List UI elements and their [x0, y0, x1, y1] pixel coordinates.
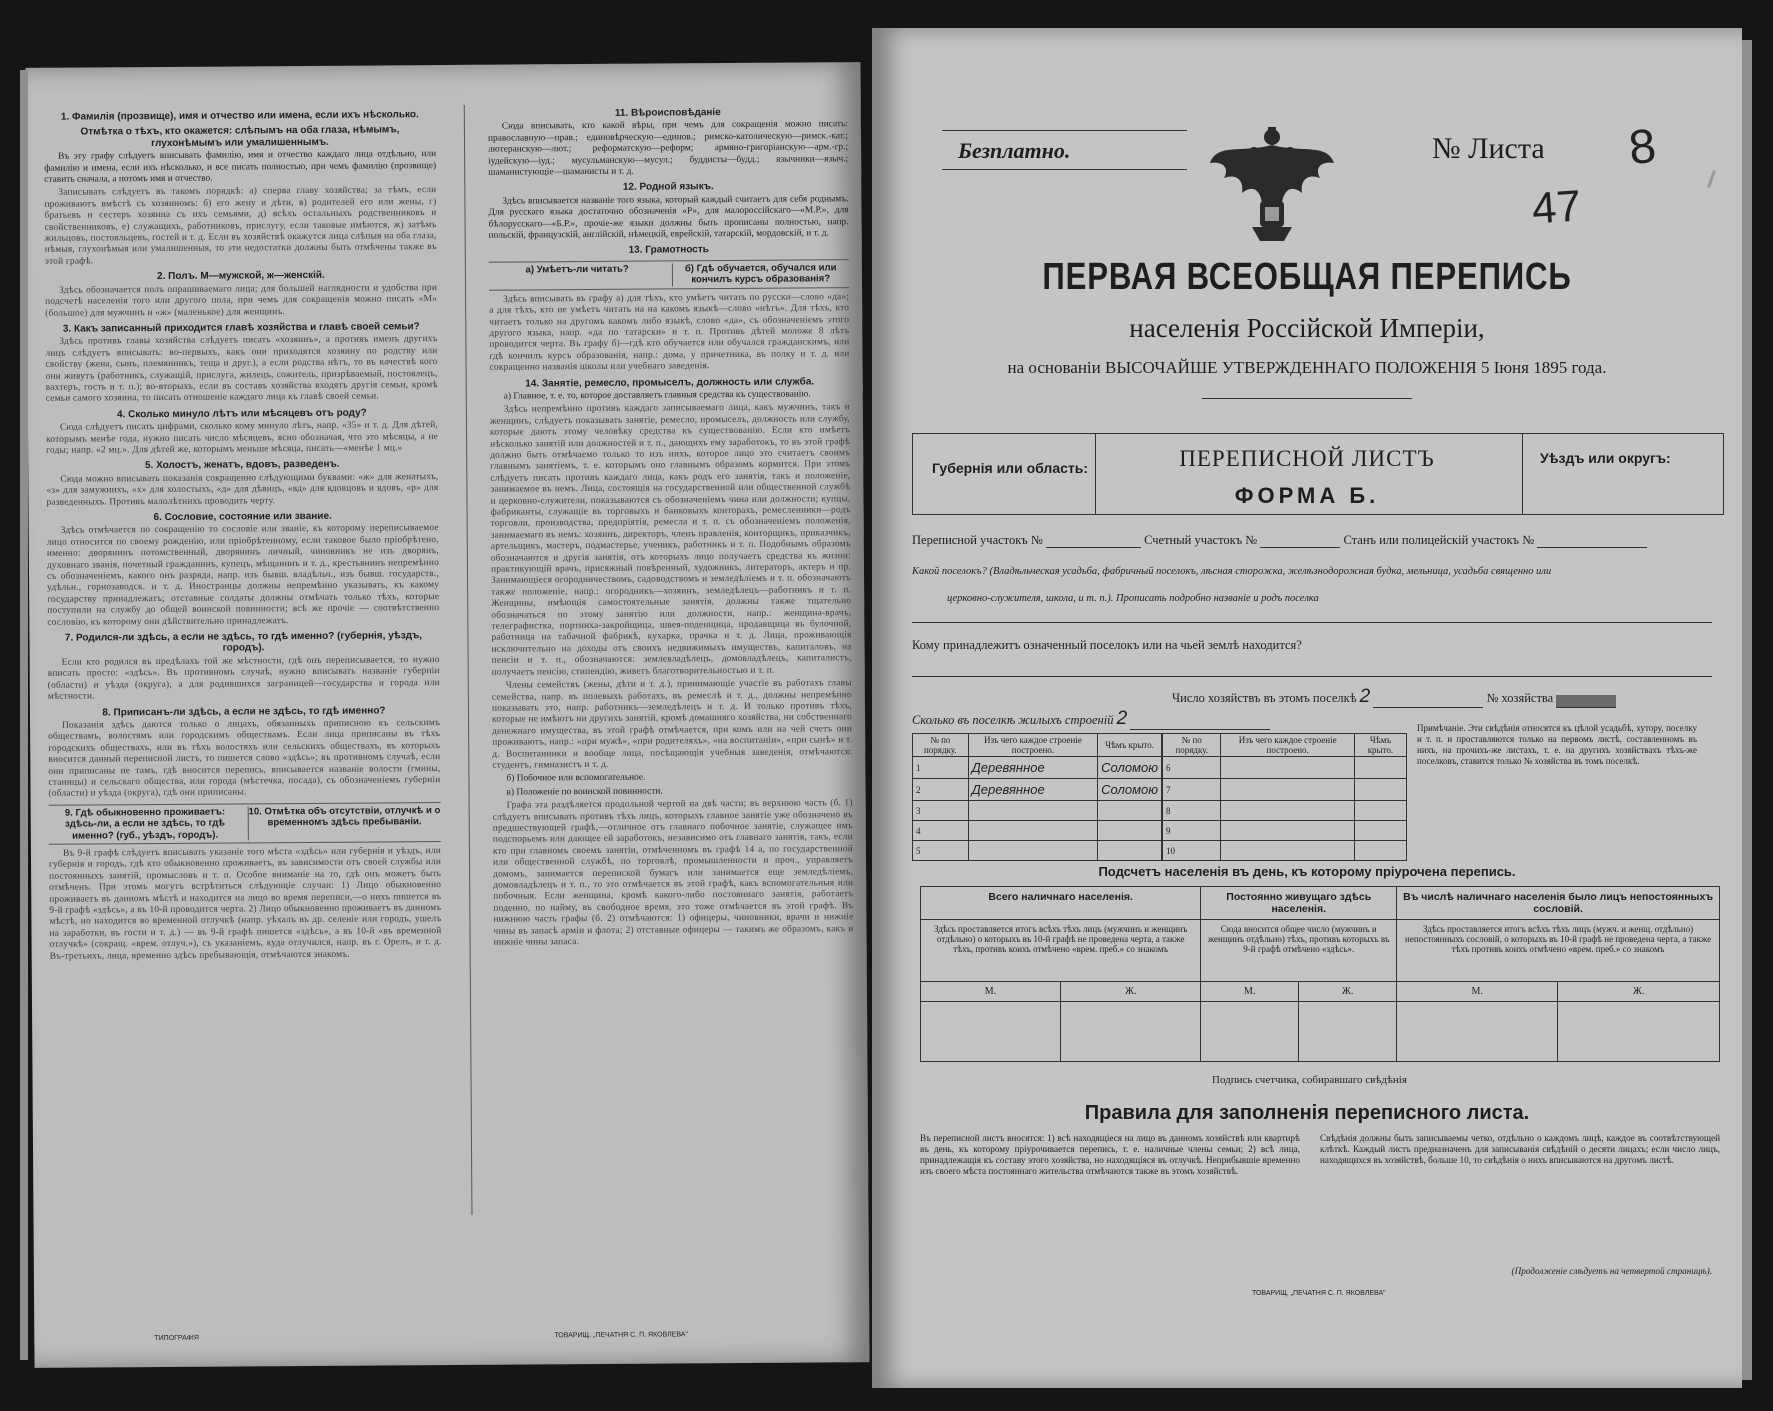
- male-label: М.: [1201, 982, 1299, 1002]
- buildings-table-left: [912, 733, 1162, 861]
- col-head: Изъ чего каждое строеніе построено.: [968, 734, 1098, 757]
- form-line-2: Какой поселокъ? (Владѣльческая усадьба, фабричный поселокъ, лѣсная сторожка, желѣзнодорожная будка, мельница, усадьба священно или: [912, 566, 1552, 577]
- roof: [1098, 801, 1162, 821]
- paragraph: а) Главное, т. е. то, которое доставляетъ главныя средства къ существованію.: [503, 389, 811, 402]
- sheet-number-value: 8: [1626, 119, 1659, 176]
- roof: Соломою: [1098, 779, 1162, 801]
- rule: [912, 622, 1712, 623]
- blank-field: [1373, 707, 1483, 708]
- female-label: Ж.: [1558, 982, 1720, 1002]
- households-label: Число хозяйствъ въ этомъ поселкѣ: [1172, 691, 1357, 705]
- heading-13a: а) Умѣетъ-ли читать?: [525, 263, 629, 276]
- section-heading: 11. Вѣроисповѣданіе: [614, 107, 721, 119]
- province-label: Губернія или область:: [932, 460, 1089, 476]
- form-line-4: Кому принадлежитъ означенный поселокъ или на чьей землѣ находится?: [912, 638, 1302, 652]
- page-edges: [20, 70, 28, 1360]
- paragraph: в) Положеніе по воинской повинности.: [506, 786, 663, 798]
- divider: [1202, 398, 1412, 399]
- count-cell: [1060, 1002, 1200, 1062]
- roof: [1098, 821, 1162, 841]
- count-cell: [1397, 1002, 1558, 1062]
- row-num: 7: [1163, 779, 1221, 801]
- buildings-value: 2: [1116, 708, 1128, 729]
- form-line-1: [912, 533, 1647, 548]
- male-label: М.: [921, 982, 1061, 1002]
- col-head: № по порядку.: [1163, 734, 1221, 757]
- filler-text: Если кто родился въ предѣлахъ той же мѣстности, гдѣ онъ переписывается, то нужно вписать просто: «здѣсь». Въ противномъ случаѣ, нужно вписывать названіе губерніи (области) и уѣзда (округа), а для родившихся заграницей—государства и города или мѣстности.: [47, 654, 440, 702]
- population-count-table: [920, 886, 1720, 1062]
- pop-desc-permanent: Сюда вносится общее число (мужчинъ и женщинъ отдѣльно) тѣхъ, противъ которыхъ въ 9-й графѣ отмѣчено «здѣсь».: [1201, 920, 1397, 982]
- rules-right: Свѣдѣнія должны быть записываемы четко, отдѣльно о каждомъ лицѣ, каждое въ соотвѣтствующей клѣткѣ. Каждый листъ предназначенъ для записыванія свѣдѣній о десяти лицахъ; если число лицъ, находящихся въ хозяйствѣ, больше 10, то свѣдѣнія о нихъ вписываются на другомъ листѣ.: [1320, 1133, 1720, 1165]
- material: [968, 801, 1098, 821]
- handwritten-number: 47: [1530, 181, 1583, 234]
- form-line-6: [912, 708, 1270, 730]
- left-column-b: [488, 102, 854, 951]
- pop-head-total: Всего наличнаго населенія.: [921, 887, 1201, 920]
- col-head: № по порядку.: [913, 734, 969, 757]
- male-label: М.: [1397, 982, 1558, 1002]
- roof: [1098, 841, 1162, 861]
- page-edges: [1742, 40, 1752, 1380]
- row-num: 9: [1163, 821, 1221, 841]
- sheet-number-label: № Листа: [1432, 132, 1545, 165]
- section-heading: 1. Фамилія (прозвище), имя и отчество или имена, если ихъ нѣсколько.: [60, 109, 419, 123]
- pop-head-permanent: Постоянно живущаго здѣсь населенія.: [1201, 887, 1397, 920]
- rules-left: Въ переписной листъ вносятся: 1) всѣ находящіеся на лицо въ данномъ хозяйствѣ или квартирѣ въ день, къ которому пріурочивается перепись, т. е. наличные члены семьи; 2) всѣ лица, принадлежащія къ составу этого хозяйства, но находящіяся въ отлучкѣ. Неприбывшіе временно изъ своего мѣста постояннаго жительства отмѣчаются также въ этомъ хозяйствѣ.: [920, 1133, 1300, 1176]
- census-title: ПЕРВАЯ ВСЕОБЩАЯ ПЕРЕПИСЬ: [1042, 256, 1572, 298]
- form-line-3: церковно-служителя, школа, и т. п.). Прописать подробно названіе и родъ поселка: [947, 593, 1319, 604]
- filler-text: Здѣсь отмѣчается по сокращенію то сословіе или званіе, къ которому переписываемое лицо относится по своему рожденію, или пріобрѣтенному, если таковое было пріобрѣтено, именно: дворянинъ потомственный, дворянинъ личный, чиновникъ не изъ дворянъ, духовнаго званія, почетный гражданинъ, купецъ, мѣщанинъ и т. д., крестьянинъ непремѣнно съ обозначеніемъ, какого онъ разряда, напр. изъ бывш. владѣльч., изъ бывш. государств., удѣльн., горнозаводск. и т. д. Иностранцы должны непремѣнно указывать, къ какому государству принадлежатъ; отставные солдаты должны отмѣчать только тѣхъ, которые поступили на службу до общей воинской повинности; всѣ же прочіе — соотвѣтственно сословію, къ которому они дѣйствительно принадлежатъ.: [46, 523, 440, 628]
- filler-text: Здѣсь обозначается полъ опрашиваемаго лица; для большей наглядности и удобства при подсчетѣ населенія того или другого пола, при чемъ для сокращенія можно писать «М» (большое) для мужчинъ и «ж» (маленькое) для женщинъ.: [45, 282, 438, 319]
- roof: Соломою: [1098, 757, 1162, 779]
- paragraph: Въ эту графу слѣдуетъ вписывать фамилію, имя и отчество каждаго лица отдѣльно, или фамилію и имена, если ихъ нѣсколько, и все писать полностью, при чемъ фамилію (прозвище) ставить сначала, а потомъ имя и отчество.: [44, 149, 437, 185]
- heading-10: 10. Отмѣтка объ отсутствіи, отлучкѣ и о временномъ здѣсь пребываніи.: [247, 805, 441, 841]
- heading-13b: б) Гдѣ обучается, обучался или кончилъ курсъ образованія?: [671, 262, 849, 286]
- filler-text: Здѣсь вписывать въ графу а) для тѣхъ, кто умѣетъ читать по русски—слово «да»; а для тѣхъ, кто не умѣетъ читать на на какомъ языкѣ—слово «нѣтъ». Для тѣхъ, кто читаетъ только на другомъ какомъ либо языкѣ, слово «да», съ обозначеніемъ этого другого языка, напр. «да по татарски» и т. п. Противъ дѣтей моложе 8 лѣтъ проводится черта. Въ графу б)—гдѣ кто обучается или обучался гражданскимъ, или гдѣ кончилъ курсъ образованія, напр.: дома, у причетника, въ полку и т. д. или сокращенно названія школы или учебнаго заведенія.: [489, 291, 850, 373]
- filler-text: Въ 9-й графѣ слѣдуетъ вписывать указаніе того мѣста «здѣсь» или губернія и уѣздъ, или губернія и городъ, гдѣ кто обыкновенно проживаетъ, въ зависимости отъ своей службы или постоянныхъ занятій, промысловъ и т. п. Особое вниманіе на то, гдѣ онъ можетъ быть отмѣченъ. При этомъ могутъ встрѣтиться слѣдующіе случаи: 1) Лицо обыкновенно проживаетъ въ данномъ мѣстѣ и находится на лицо во время переписи,—о нихъ пишется въ 9-й графѣ «здѣсь», а въ 10-й проводится черта. 2) Лицо обыкновенно проживаетъ въ данномъ мѣстѣ, но находится во временной отлучкѣ (напр. уѣхалъ въ др. селеніе или городъ, ушелъ на заработки, въ гости и т. д.) — въ 9-й графѣ пишется «здѣсь», а въ 10-й «въ временной отлучкѣ» (сокращ. «врем. отлуч.»), съ указаніемъ, куда отлучился, напр. въ г. Орелъ, и т. д. Въ-третьихъ, лица, временно здѣсь пребывающія, отмѣчаются знакомъ.: [49, 846, 442, 962]
- filler-text: Сюда слѣдуетъ писать цифрами, сколько кому минуло лѣтъ, напр. «35» и т. д. Для дѣтей, которымъ менѣе года, нужно писать число мѣсяцевъ, ясно обозначая, что это мѣсяцы, а не годы; напр. «2 мц.». Для дѣтей же, которымъ меньше мѣсяца, писать—«менѣе 1 мц.»: [46, 420, 439, 456]
- population-count-title: Подсчетъ населенія въ день, къ которому пріурочена перепись.: [1098, 864, 1516, 879]
- section-heading: 2. Полъ. М—мужской, ж—женскій.: [157, 270, 325, 283]
- enumeration-area-label: Переписной участокъ №: [912, 533, 1043, 547]
- pop-head-nonpermanent: Въ числѣ наличнаго населенія было лицъ непостоянныхъ сословій.: [1397, 887, 1720, 920]
- row-num: 2: [913, 779, 969, 801]
- filler-text: Здѣсь противъ главы хозяйства слѣдуетъ писать «хозяинъ», а противъ именъ другихъ лицъ слѣдуетъ вписывать: во-первыхъ, какъ они приходятся хозяину по родству или свойству (жена, сынъ, племянникъ, теща и друг.), а если родства нѣтъ, то въ качествѣ кого они живутъ (работникъ, служащій, прислуга, жилецъ, сожитель, призрѣваемый, постоялецъ, вахтеръ, гость и т. п.); во-вторыхъ, если въ составъ хозяйства входятъ другія семьи, кромѣ семьи самого хозяина, то писать отношеніе каждаго лица къ главѣ своей семьи.: [45, 334, 438, 405]
- section-heading: 7. Родился-ли здѣсь, а если не здѣсь, то гдѣ именно? (губернія, уѣздъ, городъ).: [64, 630, 423, 655]
- section-heading: 14. Занятіе, ремесло, промыселъ, должность или служба.: [525, 375, 815, 389]
- count-cell: [1299, 1002, 1397, 1062]
- row-num: 5: [913, 841, 969, 861]
- household-number-label: № хозяйства: [1486, 691, 1554, 705]
- footer-right: ТОВАРИЩ. „ПЕЧАТНЯ С. П. ЯКОВЛЕВА": [554, 1331, 688, 1340]
- blank-field: [1046, 547, 1141, 548]
- note-box: Примѣчаніе. Эти свѣдѣнія относятся къ цѣлой усадьбѣ, хутору, поселку и т. п. и проставляются только на первомъ листѣ, составленномъ въ нихъ, на прочихъ-же листахъ, т. е. на другихъ хозяйствахъ тѣхъ-же поселковъ, ставится только № хозяйства въ томъ поселкѣ.: [1417, 723, 1697, 766]
- col-head: Чѣмъ крыто.: [1098, 734, 1162, 757]
- double-headed-eagle-emblem: [1202, 123, 1342, 243]
- district-label: Уѣздъ или округъ:: [1540, 450, 1671, 466]
- paragraph: Сюда вписывать, кто какой вѣры, при чемъ для сокращенія можно писать: православную—прав.; единовѣрческую—единов.; римско-католическую—римск.-кат.; лютеранскую—лют.; реформатскую—реформ; армяно-григоріанскую—арм.-гр.; іудейскую—іуд.; мусульманскую—мусул.; буддисты—будд.; язычники—языч.; шаманистующіе—шаманисты и т. д.: [487, 119, 849, 178]
- census-basis: на основаніи ВЫСОЧАЙШЕ УТВЕРЖДЕННАГО ПОЛОЖЕНІЯ 5 Іюня 1895 года.: [1007, 358, 1607, 377]
- blank-field: [1537, 547, 1647, 548]
- filler-text: Сюда можно вписывать показанія сокращенно слѣдующими буквами: «ж» для женатыхъ, «з» для замужнихъ, «х» для холостыхъ, «д» для дѣвицъ, «вд» для вдовцовъ и вдовъ, «р» для разведенныхъ. Противъ малолѣтнихъ проводить черту.: [46, 471, 439, 508]
- rules-continued: (Продолженіе слѣдуетъ на четвертой страницѣ).: [1511, 1266, 1712, 1276]
- pop-desc-nonpermanent: Здѣсь проставляется итогъ всѣхъ тѣхъ лицъ (мужч. и женщ. отдѣльно) непостоянныхъ сословій, о которыхъ въ 10-й графѣ не проведена черта, а также тѣхъ противъ коихъ отмѣчено «врем. преб.» со знакомъ: [1397, 920, 1720, 982]
- heading-9: 9. Гдѣ обыкновенно проживаетъ: здѣсь-ли, а если не здѣсь, то гдѣ именно? (губ., уѣздъ, городъ).: [64, 806, 226, 842]
- left-column-a: [44, 105, 442, 965]
- counting-area-label: Счетный участокъ №: [1144, 533, 1258, 547]
- section-note: Отмѣтка о тѣхъ, кто окажется: слѣпымъ на оба глаза, нѣмымъ, глухонѣмымъ или умалишеннымъ.: [80, 124, 400, 149]
- filler-text: Члены семействъ (жены, дѣти и т. д.), принимающіе участіе въ работахъ главы семейства, напр. въ полевыхъ работахъ, въ ремеслѣ и т. д., должны непремѣнно показывать это, напр. работникъ—земледѣлецъ и т. д. И только противъ тѣхъ, которые не имѣютъ ни другихъ занятій, кромѣ домашняго хозяйства, ни собственнаго денежнаго имущества, въ этой графѣ отмѣчается, при комъ или на чей счетъ они проживаютъ, напр.: «при мужѣ», «при родителяхъ», «на воспитаніи», «при сынѣ» и т. д. Воспитанники и вообще лица, посѣщающія учебныя заведенія, отмѣчаются: студентъ, гимназистъ и т. д.: [491, 678, 853, 771]
- pop-desc-total: Здѣсь проставляется итогъ всѣхъ тѣхъ лицъ (мужчинъ и женщинъ отдѣльно) о которыхъ въ 10-й графѣ не проведена черта, а также тѣхъ, противъ коихъ отмѣчено «врем. преб.» со знакомъ: [921, 920, 1201, 982]
- split-heading-9-10: [49, 802, 441, 845]
- rule: [912, 676, 1712, 677]
- section-heading: 5. Холостъ, женатъ, вдовъ, разведенъ.: [144, 459, 340, 472]
- split-heading-literacy: [489, 259, 849, 290]
- buildings-label: Сколько въ поселкѣ жилыхъ строеній: [912, 713, 1114, 727]
- material: [968, 841, 1098, 861]
- section-heading: 6. Сословие, состояние или звание.: [153, 510, 332, 524]
- filler-text: Записывать слѣдуетъ въ такомъ порядкѣ: а) сперва главу хозяйства; за тѣмъ, если проживаютъ вмѣстѣ съ хозяиномъ: б) его жену и дѣти, в) родителей его или жены, г) братьевъ и сестеръ хозяина съ ихъ семьями, д) всѣхъ остальныхъ родственниковъ и свойственниковъ, е) служащихъ, работниковъ, прислугу, если таковые имѣются, ж) затѣмъ жильцовъ, постояльцевъ, гостей и т. д. Если въ хозяйствѣ окажутся лица слѣпыя на оба глаза, нѣмыя, глухонѣмыя или умалишенныя, то эти недостатки должны быть отмѣчены также въ этой графѣ.: [44, 185, 437, 267]
- households-value: 2: [1359, 686, 1371, 707]
- filler-text: Показанія здѣсь даются только о лицахъ, обязанныхъ приписною къ сельскимъ обществамъ, волостямъ или городскимъ обществамъ. Если лица приписаны въ тѣхъ городскихъ обществахъ, или въ тѣхъ волостяхъ или сельскихъ обществахъ, въ которыхъ вносится данный переписной листъ, то пишется слово «здѣсь»; въ противномъ случаѣ, если они приписаны не тамъ, гдѣ вносится перепись, вписывается названіе волости (гмины, станицы) и сельскаго общества, или города (мѣстечка, посада), съ обозначеніемъ губерніи (области) и уѣзда (округа), гдѣ они приписаны.: [48, 717, 441, 800]
- column-divider: [464, 105, 473, 1215]
- material: Деревянное: [968, 779, 1098, 801]
- female-label: Ж.: [1060, 982, 1200, 1002]
- col-head: Чѣмъ крыто.: [1354, 734, 1406, 757]
- row-num: 10: [1163, 841, 1221, 861]
- buildings-table-right: [1162, 733, 1407, 861]
- blank-field: [1260, 547, 1340, 548]
- household-number-value: [1556, 695, 1616, 708]
- row-num: 8: [1163, 801, 1221, 821]
- material: Деревянное: [968, 757, 1098, 779]
- form-subtitle: ФОРМА Б.: [1234, 483, 1380, 508]
- count-cell: [1558, 1002, 1720, 1062]
- section-heading: 13. Грамотность: [628, 244, 709, 257]
- rules-title: Правила для заполненія переписного листа.: [1084, 1102, 1530, 1124]
- blank-field: [1130, 729, 1270, 730]
- section-heading: 8. Приписанъ-ли здѣсь, а если не здѣсь, то гдѣ именно?: [102, 704, 386, 718]
- paragraph: б) Побочное или вспомогательное.: [506, 772, 646, 784]
- section-heading: 3. Какъ записанный приходится главѣ хозяйства и главѣ своей семьи?: [62, 321, 420, 335]
- section-heading: 4. Сколько минуло лѣтъ или мѣсяцевъ отъ роду?: [116, 407, 367, 421]
- enumerator-signature-label: Подпись счетчика, собиравшаго свѣдѣнія: [1212, 1074, 1407, 1086]
- section-heading: 12. Родной языкъ.: [622, 181, 714, 194]
- census-subtitle: населенія Россійской Имперіи,: [1129, 313, 1485, 343]
- filler-text: Графа эта раздѣляется продольной чертой на двѣ части; въ верхнюю часть (б. 1) слѣдуетъ вписывать противъ тѣхъ лицъ, которыхъ главное занятіе уже обозначено въ предшествующей графѣ,—отличное отъ главнаго побочное занятіе, служащее имъ подспорьемъ или дающее ей заработокъ, независимо отъ главнаго занятія, такъ, если кто при главномъ своемъ занятіи, отмѣченномъ въ графѣ 14 а, по государственной или общественной службѣ, по торговлѣ, промышленности и проч., управляетъ домомъ, занимается перепиской бумагъ или занимается еще земледѣліемъ, домовладѣлецъ и т. п., то это отмѣчается въ этой графѣ, какъ вспомогательныя или побочныя. Если женщина, кромѣ какого-либо постояннаго занятія, работаетъ поденно, по найму, въ свободное время, это тоже отмѣчается въ этой графѣ. Въ нижнюю часть графы (б. 2) отмѣчаются: 1) офицеры, чиновники, врачи и нижніе чины въ запасѣ арміи и флота; 2) отставные офицеры — такимъ же образомъ, какъ и нижніе чины запаса.: [492, 798, 854, 948]
- free-label: Безплатно.: [958, 138, 1071, 163]
- row-num: 6: [1163, 757, 1221, 779]
- left-page: [25, 62, 869, 1368]
- footer-left: ТИПОГРАФІЯ: [154, 1334, 199, 1343]
- col-head: Изъ чего каждое строеніе построено.: [1221, 734, 1354, 757]
- right-page: [872, 28, 1742, 1388]
- row-num: 4: [913, 821, 969, 841]
- paragraph: Здѣсь вписывается названіе того языка, который каждый считаетъ для себя роднымъ. Для русскаго языка достаточно обозначенія «Р», для малороссійскаго—«М.Р.», для бѣлорусскаго—«Б.Р.», прочіе-же языки должны быть прописаны полностью, напр. польскій, французскій, англійскій, нѣмецкій, еврейскій, татарскій, мордовскій, и т. д.: [488, 194, 849, 241]
- count-cell: [1201, 1002, 1299, 1062]
- print-note: ТОВАРИЩ. „ПЕЧАТНЯ С. П. ЯКОВЛЕВА": [1252, 1290, 1386, 1297]
- form-title: ПЕРЕПИСНОЙ ЛИСТЪ: [1179, 446, 1435, 471]
- district-box: [1522, 433, 1724, 515]
- row-num: 3: [913, 801, 969, 821]
- police-district-label: Станъ или полицейскій участокъ №: [1343, 533, 1535, 547]
- material: [968, 821, 1098, 841]
- female-label: Ж.: [1299, 982, 1397, 1002]
- count-cell: [921, 1002, 1061, 1062]
- row-num: 1: [913, 757, 969, 779]
- form-line-5: [1172, 686, 1616, 708]
- filler-text: Здѣсь непремѣнно противъ каждаго записываемаго лица, какъ мужчинъ, такъ и женщинъ, слѣдуетъ показывать занятіе, ремесло, промыселъ, должность или службу, которые даютъ этому человѣку средства къ существованію. Если кто имѣетъ нѣсколько занятій или должностей и т. п., дающихъ ему заработокъ, то въ этой графѣ должно быть отмѣчаемо только то изъ нихъ, которое лицо это считаетъ своимъ главнымъ занятіемъ, т. е. которымъ оно главнымъ образомъ кормится. При этомъ слѣдуетъ писать противъ каждаго лица, какъ родъ его занятія, такъ и положеніе, занимаемое въ немъ. Лица, состоящія на государственной или общественной службѣ и церковно-служители, показываются съ обозначеніемъ чина или должности; купцы, фабриканты, служащіе въ торговыхъ и банковыхъ конторахъ, ремесленники—родъ торговли, производства, предпріятія, ремесла и т. п. съ обозначеніемъ положенія, занимаемаго въ немъ: хозяинъ, директоръ, членъ правленія, конторщикъ, приказчикъ, артельщикъ, мастеръ, подмастерье, ученикъ, работникъ и т. п. Подобнымъ образомъ обозначаются и другія занятія, отъ которыхъ лицо получаетъ средства къ жизни: практикующій врачъ, присяжный повѣренный, художникъ, литераторъ, актеръ и пр. Занимающіеся огородничествомъ, садоводствомъ и земледѣліемъ и т. п. обозначаютъ также положеніе, напр.: огородникъ—хозяинъ, земледѣлецъ—работникъ и т. п. Женщины, имѣющія самостоятельные занятія, должны также тщательно обозначаться по этому занятію или должности, напр.: женщина-врачъ, телеграфистка, портниха-закройщица, швея-поденщица, продавщица въ булочной, работница на табачной фабрикѣ, кухарка, прачка и т. д. Лица, проживающія исключительно на доходы отъ своихъ недвижимыхъ имуществъ, капиталовъ, на пенсіи и т. п., обозначаются: землевладѣлецъ, домовладѣлецъ, капиталистъ, получаетъ пенсію, стипендію, живетъ благотворительностью и т. п.: [489, 402, 852, 678]
